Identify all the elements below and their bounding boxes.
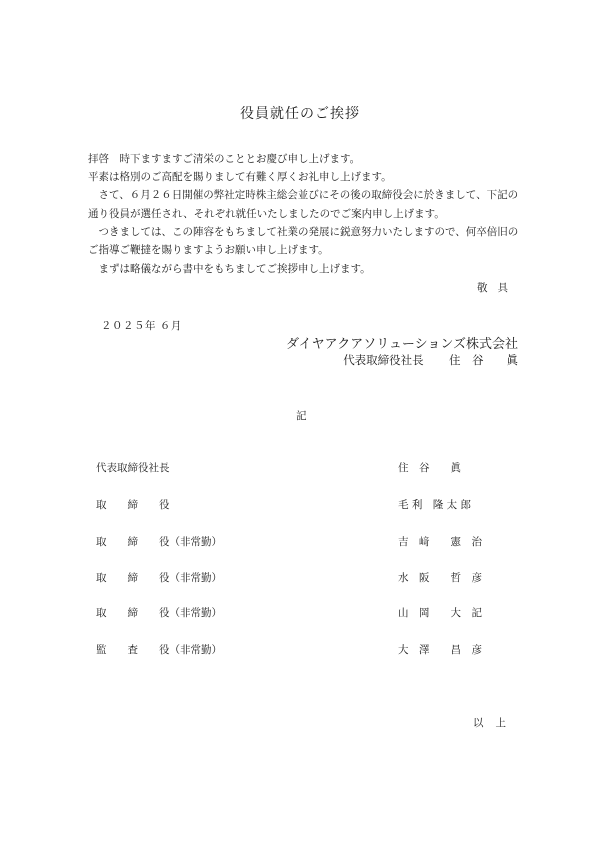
officer-name: 毛 利 隆 太 郎 — [398, 499, 472, 511]
officer-role: 取 締 役（非常勤） — [96, 607, 222, 619]
officer-row — [96, 497, 526, 513]
officer-role: 取 締 役（非常勤） — [96, 572, 222, 584]
paragraph-line: 平素は格別のご高配を賜りまして有難く厚くお礼申し上げます。 — [88, 171, 392, 183]
document-title: 役員就任のご挨拶 — [240, 106, 360, 122]
officer-name: 吉 﨑 憲 治 — [398, 536, 482, 548]
officer-row — [96, 605, 526, 621]
officer-row — [96, 642, 526, 658]
closing-keigu: 敬具 — [477, 282, 518, 294]
officer-role: 取 締 役（非常勤） — [96, 536, 222, 548]
officer-name: 大 澤 昌 彦 — [398, 644, 482, 656]
officer-row — [96, 570, 526, 586]
officer-row — [96, 460, 526, 476]
officer-name: 住 谷 眞 — [398, 462, 461, 474]
paragraph-line: さて、６月２６日開催の弊社定時株主総会並びにその後の取締役会に於きまして、下記の — [88, 189, 519, 201]
ki-heading: 記 — [296, 410, 307, 422]
paragraph-line: 通り役員が選任され、それぞれ就任いたしましたのでご案内申し上げます。 — [88, 208, 445, 220]
company-name: ダイヤアクアソリューションズ株式会社 — [285, 337, 518, 352]
paragraph-line: まずは略儀ながら書中をもちましてご挨拶申し上げます。 — [88, 263, 371, 275]
paragraph-line: つきましては、この陣容をもちまして社業の発展に鋭意努力いたしますので、何卒倍旧の — [88, 226, 519, 238]
signatory-title: 代表取締役社長 — [343, 353, 424, 367]
signatory-name: 住 谷 眞 — [449, 353, 518, 367]
issue-date: ２０２５年 ６月 — [101, 320, 182, 332]
officer-role: 取 締 役 — [96, 499, 170, 511]
officer-name: 山 岡 大 記 — [398, 607, 482, 619]
officer-row — [96, 534, 526, 550]
paragraph-line: 拝啓 時下ますますご清栄のこととお慶び申し上げます。 — [88, 153, 361, 165]
officer-name: 水 阪 哲 彦 — [398, 572, 482, 584]
closing-ijo: 以上 — [473, 717, 518, 729]
signatory — [343, 352, 518, 368]
paragraph-line: ご指導ご鞭撻を賜りますようお願い申し上げます。 — [88, 244, 329, 256]
officer-role: 代表取締役社長 — [96, 462, 170, 474]
officer-role: 監 査 役（非常勤） — [96, 644, 222, 656]
